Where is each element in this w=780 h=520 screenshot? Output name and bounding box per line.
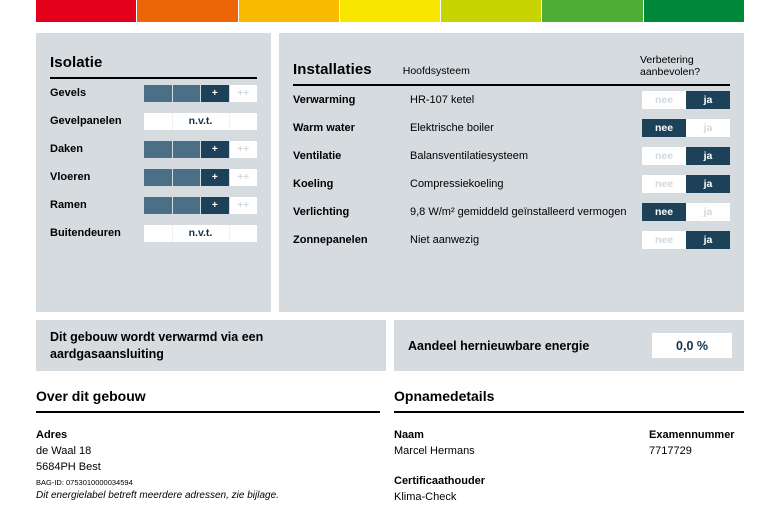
- gas-connection-text: Dit gebouw wordt verwarmd via een aardgasaansluiting: [50, 329, 264, 361]
- isolatie-bar-segment-filled: [144, 85, 173, 102]
- isolatie-rating-bar: [144, 141, 257, 158]
- toggle-option-ja: ja: [686, 147, 730, 165]
- toggle-option-nee: nee: [642, 203, 686, 221]
- isolatie-not-applicable: n.v.t.: [144, 225, 257, 242]
- improve-head-line1: Verbetering: [640, 54, 694, 66]
- energy-label-letter: [74, 0, 97, 13]
- energy-label-letter: [683, 0, 705, 13]
- installaties-main-system: Niet aanwezig: [410, 234, 480, 246]
- renewable-share-value: 0,0 %: [652, 333, 732, 358]
- installaties-subhead-system: Hoofdsysteem: [402, 64, 470, 77]
- certificaathouder-value: Klima-Check: [394, 491, 457, 503]
- isolatie-rating-bar: [144, 169, 257, 186]
- installaties-row-list: [279, 86, 744, 254]
- isolatie-bar-segment-filled: [173, 169, 202, 186]
- isolatie-row: [50, 163, 257, 191]
- energy-label-letter: [582, 0, 604, 13]
- isolatie-bar-segment-current: +: [201, 141, 230, 158]
- installaties-main-system: HR-107 ketel: [410, 94, 475, 106]
- installaties-row-label: Zonnepanelen: [293, 234, 368, 246]
- over-dit-gebouw-section: [36, 388, 380, 503]
- installaties-main-system: Compressiekoeling: [410, 178, 504, 190]
- energy-label-segment-c: [441, 0, 541, 22]
- multiple-addresses-note: Dit energielabel betreft meerdere adressen, zie bijlage.: [36, 490, 279, 501]
- isolatie-bar-segment-current: +: [201, 197, 230, 214]
- bag-id: BAG-ID: 0753010000034594: [36, 478, 133, 487]
- opnamedetails-section: [394, 388, 744, 505]
- isolatie-row: [50, 191, 257, 219]
- over-dit-gebouw-heading: Over dit gebouw: [36, 388, 380, 413]
- installaties-row: [293, 170, 730, 198]
- isolatie-bar-segment-filled: [144, 141, 173, 158]
- renewable-share-label: Aandeel hernieuwbare energie: [408, 338, 590, 353]
- improvement-recommended-toggle: [642, 147, 730, 165]
- installaties-row: [293, 226, 730, 254]
- toggle-option-nee: nee: [642, 175, 686, 193]
- isolatie-row-label: Buitendeuren: [50, 227, 121, 239]
- gas-connection-banner: [36, 320, 386, 371]
- inspector-name-group: [394, 427, 649, 459]
- installaties-row-label: Warm water: [293, 122, 355, 134]
- improve-head-line2: aanbevolen?: [640, 66, 701, 78]
- isolatie-header: [50, 33, 257, 79]
- certificate-holder-block: [394, 473, 744, 505]
- energy-label-segment-e: [239, 0, 339, 22]
- naam-label: Naam: [394, 429, 424, 441]
- isolatie-row: [50, 135, 257, 163]
- isolatie-bar-segment-filled: [144, 169, 173, 186]
- toggle-option-nee: nee: [642, 147, 686, 165]
- toggle-option-nee: nee: [642, 231, 686, 249]
- installaties-row: [293, 198, 730, 226]
- installaties-row-label: Verlichting: [293, 206, 350, 218]
- improvement-recommended-toggle: [642, 175, 730, 193]
- isolatie-not-applicable: n.v.t.: [144, 113, 257, 130]
- isolatie-rating-bar: [144, 85, 257, 102]
- installaties-panel: [279, 33, 744, 312]
- isolatie-title: Isolatie: [50, 54, 103, 71]
- energy-label-letter: [279, 0, 299, 13]
- toggle-option-ja: ja: [686, 203, 730, 221]
- energy-label-strip: [36, 0, 744, 22]
- energy-label-segment-b: [542, 0, 642, 22]
- isolatie-row-label: Ramen: [50, 199, 87, 211]
- isolatie-bar-segment-empty: ++: [230, 197, 258, 214]
- energy-label-segment-g: [36, 0, 136, 22]
- exam-number-group: [649, 427, 744, 459]
- installaties-subhead-improve: [640, 54, 730, 78]
- installaties-title: Installaties: [293, 61, 372, 78]
- isolatie-bar-segment-empty: ++: [230, 141, 258, 158]
- isolatie-bar-segment-current: +: [201, 169, 230, 186]
- installaties-row: [293, 142, 730, 170]
- isolatie-bar-segment-filled: [173, 85, 202, 102]
- installaties-row: [293, 86, 730, 114]
- toggle-option-nee: nee: [642, 91, 686, 109]
- energy-label-letter: [379, 0, 401, 13]
- isolatie-bar-segment-empty: ++: [230, 169, 258, 186]
- isolatie-row-label: Vloeren: [50, 171, 91, 183]
- toggle-option-ja: ja: [686, 119, 730, 137]
- examennummer-label: Examennummer: [649, 429, 735, 441]
- address-line-2: 5684PH Best: [36, 461, 101, 473]
- installaties-row-label: Verwarming: [293, 94, 356, 106]
- installaties-main-system: 9,8 W/m² gemiddeld geïnstalleerd vermogen: [410, 206, 627, 218]
- address-label: Adres: [36, 429, 68, 441]
- address-line-1: de Waal 18: [36, 445, 92, 457]
- improvement-recommended-toggle: [642, 231, 730, 249]
- improvement-recommended-toggle: [642, 119, 730, 137]
- energy-label-segment-f: [137, 0, 237, 22]
- isolatie-row: [50, 107, 257, 135]
- installaties-main-system: Elektrische boiler: [410, 122, 494, 134]
- installaties-row: [293, 114, 730, 142]
- renewable-share-banner: [394, 320, 744, 371]
- improvement-recommended-toggle: [642, 203, 730, 221]
- toggle-option-ja: ja: [686, 231, 730, 249]
- opnamedetails-heading: Opnamedetails: [394, 388, 744, 413]
- certificaathouder-label: Certificaathouder: [394, 475, 486, 487]
- isolatie-panel: [36, 33, 271, 312]
- toggle-option-ja: ja: [686, 91, 730, 109]
- naam-value: Marcel Hermans: [394, 445, 475, 457]
- toggle-option-ja: ja: [686, 175, 730, 193]
- energy-label-letter: [480, 0, 502, 13]
- examennummer-value: 7717729: [649, 445, 692, 457]
- isolatie-bar-segment-filled: [173, 141, 202, 158]
- isolatie-bar-segment-filled: [173, 197, 202, 214]
- isolatie-row-list: [36, 79, 271, 247]
- isolatie-rating-bar: [144, 197, 257, 214]
- isolatie-row-label: Gevels: [50, 87, 87, 99]
- installaties-header: [293, 33, 730, 86]
- address-block: [36, 427, 380, 503]
- isolatie-bar-segment-empty: ++: [230, 85, 258, 102]
- installaties-row-label: Ventilatie: [293, 150, 342, 162]
- energy-label-letter: [178, 0, 196, 13]
- installaties-main-system: Balansventilatiesysteem: [410, 150, 529, 162]
- isolatie-row-label: Daken: [50, 143, 84, 155]
- isolatie-row-label: Gevelpanelen: [50, 115, 122, 127]
- inspector-block: [394, 427, 744, 459]
- improvement-recommended-toggle: [642, 91, 730, 109]
- isolatie-bar-segment-current: +: [201, 85, 230, 102]
- energy-label-segment-a: [644, 0, 744, 22]
- isolatie-row: [50, 79, 257, 107]
- isolatie-bar-segment-filled: [144, 197, 173, 214]
- toggle-option-nee: nee: [642, 119, 686, 137]
- isolatie-row: [50, 219, 257, 247]
- installaties-row-label: Koeling: [293, 178, 334, 190]
- energy-label-segment-d: [340, 0, 440, 22]
